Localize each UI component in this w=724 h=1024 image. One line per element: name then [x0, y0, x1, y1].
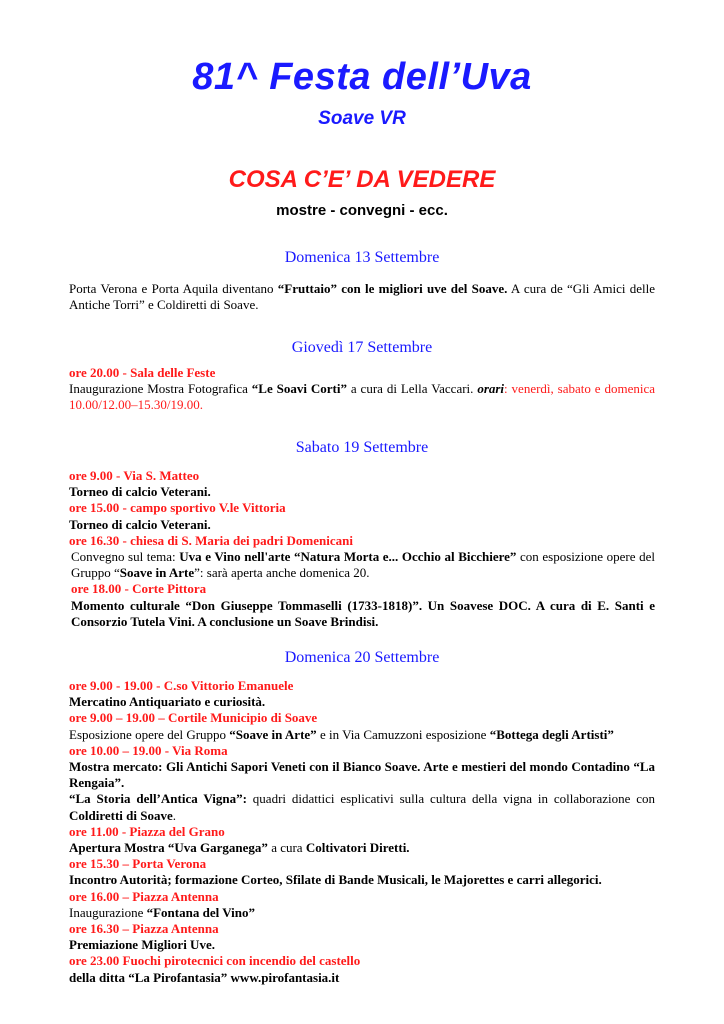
event-time: ore 16.30 - chiesa di S. Maria dei padri Domenicani [69, 532, 353, 548]
event-list [69, 678, 655, 986]
event-time: ore 9.00 - 19.00 - C.so Vittorio Emanuele [69, 678, 294, 693]
event-time: ore 23.00 Fuochi pirotecnici con incendio del castello [69, 953, 361, 969]
day-heading-thursday-17: Giovedì 17 Settembre [291, 339, 433, 356]
event-description: Apertura Mostra “Uva Garganega” a cura Coltivatori Diretti. [69, 840, 410, 856]
day-heading-sunday-13: Domenica 13 Settembre [284, 249, 440, 266]
event-description: Incontro Autorità; formazione Corteo, Sfilate di Bande Musicali, le Majorettes e carri allegorici. [69, 872, 602, 888]
event-description: Momento culturale “Don Giuseppe Tommaselli (1733-1818)”. Un Soavese DOC. A cura di E. Santi e Consorzio Tutela Vini. A conclusione un Soave Brindisi. [71, 597, 655, 629]
event-paragraph: Porta Verona e Porta Aquila diventano “Fruttaio” con le migliori uve del Soave. A cura de “Gli Amici delle Antiche Torri” e Coldiretti di Soave. [69, 281, 655, 313]
section-heading: COSA C’E’ DA VEDERE [228, 166, 496, 193]
section-tagline: mostre - convegni - ecc. [276, 202, 448, 219]
event-description: Torneo di calcio Veterani. [69, 484, 211, 500]
event-description: Torneo di calcio Veterani. [69, 516, 211, 532]
event-list [69, 365, 655, 414]
event-time: ore 10.00 – 19.00 - Via Roma [69, 742, 228, 758]
day-heading-sunday-20: Domenica 20 Settembre [284, 649, 440, 666]
event-description: Premiazione Migliori Uve. [69, 937, 215, 953]
festival-location: Soave VR [318, 108, 406, 129]
event-time: ore 15.30 – Porta Verona [69, 856, 207, 872]
event-time: ore 16.00 – Piazza Antenna [69, 888, 219, 904]
event-description: Mostra mercato: Gli Antichi Sapori Veneti con il Bianco Soave. Arte e mestieri del mondo Contadino “La Rengaia”. [69, 759, 655, 791]
event-description: Esposizione opere del Gruppo “Soave in Arte” e in Via Camuzzoni esposizione “Bottega degli Artisti” [69, 726, 614, 742]
festival-title: 81^ Festa dell’Uva [192, 56, 532, 98]
event-description: “La Storia dell’Antica Vigna”: quadri didattici esplicativi sulla cultura della vigna in collaborazione con Coldiretti di Soave. [69, 791, 655, 823]
event-description: della ditta “La Pirofantasia” www.pirofantasia.it [69, 969, 340, 985]
event-description: Mercatino Antiquariato e curiosità. [69, 694, 266, 710]
day-heading-saturday-19: Sabato 19 Settembre [295, 439, 429, 456]
event-time: ore 18.00 - Corte Pittora [71, 581, 207, 597]
event-description: Convegno sul tema: Uva e Vino nell'arte “Natura Morta e... Occhio al Bicchiere” con esposizione opere del Gruppo “Soave in Arte”: sarà aperta anche domenica 20. [71, 549, 655, 581]
event-time: ore 16.30 – Piazza Antenna [69, 921, 219, 937]
event-time: ore 9.00 - Via S. Matteo [69, 468, 200, 483]
event-list [69, 468, 655, 630]
event-time: ore 9.00 – 19.00 – Cortile Municipio di Soave [69, 710, 318, 726]
event-time: ore 15.00 - campo sportivo V.le Vittoria [69, 500, 286, 516]
event-time: ore 11.00 - Piazza del Grano [69, 823, 225, 839]
event-description: Inaugurazione “Fontana del Vino” [69, 904, 255, 920]
event-description: Inaugurazione Mostra Fotografica “Le Soavi Corti” a cura di Lella Vaccari. orari: venerdì, sabato e domenica 10.00/12.00–15.30/19.00. [69, 381, 655, 413]
event-time: ore 20.00 - Sala delle Feste [69, 365, 216, 380]
